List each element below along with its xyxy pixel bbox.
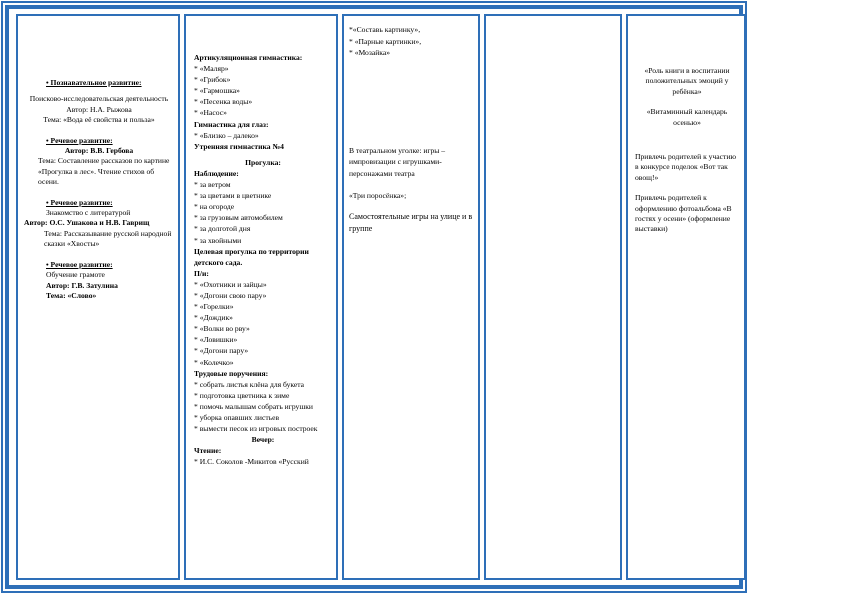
list-item: * И.С. Соколов -Микитов «Русский <box>194 457 309 467</box>
text-line: Автор: Н.А. Рыжова <box>66 104 132 114</box>
panel-4 <box>484 14 622 580</box>
list-item: * помочь малышам собрать игрушки <box>194 401 313 411</box>
heading: Гимнастика для глаз: <box>194 119 269 129</box>
text-line: Поисково-исследовательская деятельность <box>29 94 169 104</box>
list-item: * на огороде <box>194 202 235 212</box>
text-block: Привлечь родителей к оформлению фотоальбома «В гостях у осени» (оформление выставки) <box>635 193 732 234</box>
list-item: * уборка опавших листьев <box>194 413 280 422</box>
text-line: Знакомство с литературой <box>46 208 131 218</box>
text-block: «Роль книги в воспитании положительных эмоций у ребёнка» <box>644 66 730 96</box>
section-heading: • Познавательное развитие: <box>46 78 142 87</box>
list-item: * «Охотники и зайцы» <box>194 279 267 289</box>
list-item: * подготовка цветника к зиме <box>194 390 290 400</box>
heading: Наблюдение: <box>194 168 239 178</box>
list-item: * «Маляр» <box>194 64 229 74</box>
heading: Утренняя гимнастика №4 <box>194 141 284 151</box>
list-item: * за долготой дня <box>194 224 251 234</box>
list-item: * за ветром <box>194 180 231 190</box>
text-line: Тема: Составление рассказов по картине «Прогулка в лес». Чтение стихов об осени. <box>38 156 170 187</box>
list-item: * «Догони свою пару» <box>194 290 267 300</box>
list-item: *«Составь картинку», <box>349 25 421 34</box>
list-item: * «Песенка воды» <box>194 97 253 107</box>
text-line: Тема: «Вода её свойства и польза» <box>43 115 155 125</box>
section-heading: • Речевое развитие: <box>46 197 113 207</box>
list-item: * «Колечко» <box>194 357 234 367</box>
list-item: * «Грибок» <box>194 75 231 85</box>
heading: П/и: <box>194 268 209 278</box>
text-line: Обучение грамоте <box>46 270 105 280</box>
text-line: Автор: В.В. Гербова <box>64 146 134 156</box>
text-line: Автор: Г.В. Затулина <box>46 280 118 290</box>
list-item: * «Насос» <box>194 108 227 118</box>
list-item: * «Парные картинки», <box>349 36 422 46</box>
section-heading: • Речевое развитие: <box>46 259 113 269</box>
brochure-frame <box>5 5 743 589</box>
list-item: * за цветами в цветнике <box>194 191 272 201</box>
panel-3 <box>342 14 480 580</box>
text-block: «Три поросёнка»; <box>349 190 407 200</box>
list-item: * «Ловишки» <box>194 335 238 345</box>
list-item: * «Догони пару» <box>194 346 249 356</box>
text-block: «Витаминный календарь осенью» <box>646 107 728 127</box>
list-item: * «Горелки» <box>194 302 234 312</box>
text-block: Привлечь родителей к участию в конкурсе поделок «Вот так овощ!» <box>635 152 737 182</box>
panel-1 <box>16 14 180 580</box>
list-item: * за хвойными <box>194 235 242 245</box>
list-item: * «Волки во рву» <box>194 324 250 334</box>
heading: Трудовые поручения: <box>194 368 269 378</box>
text-line: Тема: «Слово» <box>46 290 97 300</box>
heading: Прогулка: <box>245 157 281 167</box>
list-item: * за грузовым автомобилем <box>194 213 283 223</box>
list-item: * «Гармошка» <box>194 86 240 96</box>
list-item: * «Дождик» <box>194 313 233 323</box>
panel-5 <box>626 14 746 580</box>
heading: Чтение: <box>194 446 222 456</box>
text-line: Автор: О.С. Ушакова и Н.В. Гаврищ <box>24 218 150 228</box>
list-item: * «Мозайка» <box>349 48 391 58</box>
heading: Целевая прогулка по территории детского сада. <box>194 246 309 267</box>
section-heading: • Речевое развитие: <box>46 135 113 145</box>
list-item: * вымести песок из игровых построек <box>194 424 318 434</box>
heading: Вечер: <box>251 435 275 445</box>
list-item: * собрать листья клёна для букета <box>194 379 305 389</box>
text-block: Самостоятельные игры на улице и в группе <box>349 212 473 233</box>
list-item: * «Близко – далеко» <box>194 130 259 140</box>
text-line: Тема: Рассказывание русской народной сказки «Хвосты» <box>44 228 172 249</box>
panel-2 <box>184 14 338 580</box>
heading: Артикуляционная гимнастика: <box>194 53 303 62</box>
text-block: В театральном уголке: игры – импровизации с игрушками- персонажами театра <box>349 145 446 178</box>
